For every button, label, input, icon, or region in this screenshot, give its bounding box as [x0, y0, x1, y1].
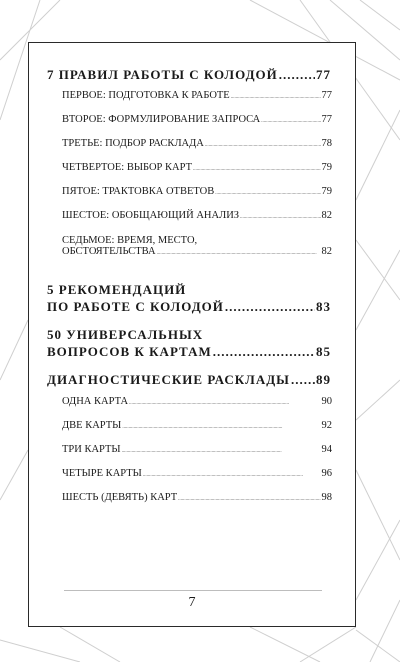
toc-entry-page: 92 — [321, 420, 332, 431]
toc-entry-page: 96 — [321, 468, 332, 479]
toc-entry-title: ПЕРВОЕ: ПОДГОТОВКА К РАБОТЕ — [62, 90, 230, 101]
toc-entry — [47, 326, 331, 360]
toc-entry-title: ДВЕ КАРТЫ — [62, 420, 122, 431]
toc-entry-title: ТРЕТЬЕ: ПОДБОР РАСКЛАДА — [62, 138, 204, 149]
toc-entry-page: 98 — [321, 492, 332, 503]
toc-entry-page: 82 — [321, 246, 332, 257]
dot-leader — [178, 497, 320, 502]
toc-entry-title: ШЕСТОЕ: ОБОБЩАЮЩИЙ АНАЛИЗ — [62, 210, 240, 221]
toc-entry-title: ШЕСТЬ (ДЕВЯТЬ) КАРТ — [62, 492, 178, 503]
toc-entry — [62, 468, 332, 479]
toc-entry — [47, 372, 331, 388]
toc-entry-title: 7 ПРАВИЛ РАБОТЫ С КОЛОДОЙ — [47, 67, 278, 82]
toc-entry — [62, 396, 332, 407]
dot-leader — [279, 67, 315, 83]
dot-leader — [231, 95, 321, 100]
toc-entry-page: 77 — [321, 90, 332, 101]
toc-entry-title: ТРИ КАРТЫ — [62, 444, 121, 455]
footer-divider — [64, 590, 322, 591]
toc-entry-title-line1: 5 РЕКОМЕНДАЦИЙ — [47, 282, 187, 297]
dot-leader — [291, 372, 315, 388]
dot-leader — [157, 251, 321, 256]
dot-leader — [143, 473, 321, 478]
toc-entry-title-line2: ОБСТОЯТЕЛЬСТВА — [62, 246, 156, 257]
toc-entry — [62, 114, 332, 125]
toc-entry-page: 89 — [316, 372, 331, 387]
toc-entry — [62, 444, 332, 455]
dot-leader — [261, 119, 320, 124]
toc-entry-title-line2: ПО РАБОТЕ С КОЛОДОЙ — [47, 299, 224, 314]
dot-leader — [213, 343, 315, 360]
dot-leader — [215, 191, 320, 196]
dot-leader — [240, 215, 320, 220]
toc-entry — [62, 492, 332, 503]
toc-entry-page: 78 — [321, 138, 332, 149]
toc-entry — [62, 420, 332, 431]
toc-entry — [62, 235, 332, 257]
toc-entry-title-line1: 50 УНИВЕРСАЛЬНЫХ — [47, 327, 204, 342]
toc-entry-page: 85 — [316, 344, 331, 359]
toc-entry — [62, 162, 332, 173]
toc-entry-page: 94 — [321, 444, 332, 455]
toc-entry-title-line1: СЕДЬМОЕ: ВРЕМЯ, МЕСТО, — [62, 235, 198, 246]
toc-entry-title: ОДНА КАРТА — [62, 396, 129, 407]
toc-entry-title: ЧЕТВЕРТОЕ: ВЫБОР КАРТ — [62, 162, 192, 173]
toc-entry-title: ДИАГНОСТИЧЕСКИЕ РАСКЛАДЫ — [47, 372, 290, 387]
toc-entry-title-line2: ВОПРОСОВ К КАРТАМ — [47, 344, 212, 359]
toc-entry-page: 77 — [321, 114, 332, 125]
toc-entry — [47, 67, 331, 83]
toc-entry — [62, 138, 332, 149]
dot-leader — [193, 167, 321, 172]
toc-entry-page: 82 — [321, 210, 332, 221]
toc-entry — [62, 210, 332, 221]
table-of-contents — [29, 43, 355, 626]
toc-entry-title: ПЯТОЕ: ТРАКТОВКА ОТВЕТОВ — [62, 186, 215, 197]
toc-entry-title: ЧЕТЫРЕ КАРТЫ — [62, 468, 142, 479]
toc-entry — [62, 186, 332, 197]
dot-leader — [205, 143, 321, 148]
dot-leader — [122, 425, 320, 430]
page-number: 7 — [188, 595, 196, 610]
dot-leader — [122, 449, 321, 454]
toc-entry — [47, 281, 331, 315]
dot-leader — [225, 298, 315, 315]
toc-entry-page: 77 — [316, 67, 331, 82]
toc-entry-page: 90 — [321, 396, 332, 407]
toc-entry-title: ВТОРОЕ: ФОРМУЛИРОВАНИЕ ЗАПРОСА — [62, 114, 261, 125]
page-frame — [28, 42, 356, 627]
toc-entry-page: 79 — [321, 162, 332, 173]
toc-entry-page: 79 — [321, 186, 332, 197]
toc-entry — [62, 90, 332, 101]
dot-leader — [129, 401, 320, 406]
toc-entry-page: 83 — [316, 299, 331, 314]
